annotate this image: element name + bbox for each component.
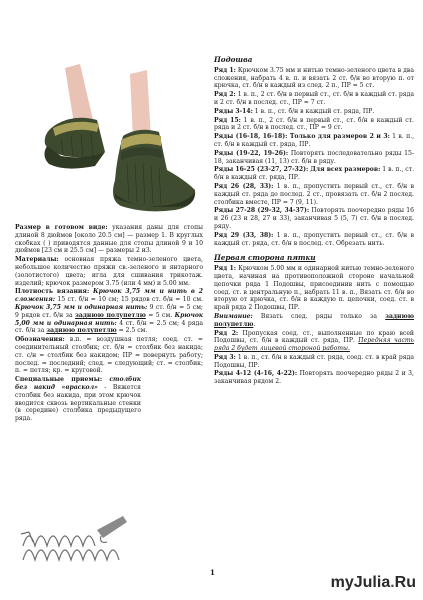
- page-number: 1: [210, 568, 215, 577]
- row-label: Ряд 26 (28, 33):: [214, 182, 274, 190]
- row-label: Ряды (16-18, 16-18): Только для размеров 2 и 3:: [214, 133, 390, 141]
- row-label: Ряды 4-12 (4-16, 4-22):: [214, 370, 298, 378]
- abbr-title: Обозначения:: [15, 336, 65, 344]
- right-column: [214, 55, 414, 387]
- row-text: Крючком 5.00 мм и одинарной нитью темно-зеленого цвета, начиная на противоположной стороне начальной цепочки ряда 1 Подошвы, присоединив нить с помощью соед. ст. в центральную п., набрать 11 в. п., Вязать ст. б/н во вторую от крючка, ст. б/н в каждую п. цепочки, соед. ст. в край ряда 2 Подошвы, ПР.: [214, 265, 414, 312]
- row-label: Ряды (19-22, 19-26):: [214, 149, 289, 157]
- watermark-name: Julia: [353, 574, 391, 591]
- sole-row-19: [214, 150, 414, 166]
- row-label: Ряд 15:: [214, 116, 241, 124]
- row-bold: Для всех размеров:: [308, 166, 381, 174]
- sole-row-15: [214, 117, 414, 133]
- heel-note: [214, 313, 414, 329]
- back-loop: заднюю полупетлю: [75, 311, 146, 319]
- row-text: 1 в. п., 2 ст. б/н в первый ст., ст. б/н в каждый ст. ряда и 2 ст. б/н в послед. ст., ПР = 9 ст.: [214, 116, 414, 132]
- row-text: 1 в. п., ст. б/н в каждый ст. ряда, ПР.: [252, 107, 375, 115]
- row-text: Повторять поочередно ряды 16 и 26 (23 и 28, 27 и 33), заканчивая 5 (5, 7) ст. б/н в послед. ряду.: [214, 207, 414, 230]
- sole-row-29: [214, 232, 414, 248]
- note-text: Вязать след. ряды только за: [252, 312, 386, 320]
- gauge-title: Плотность вязания:: [15, 288, 90, 296]
- row-text: 1 в. п., ст. б/н в каждый ст. ряда, ПР.: [214, 166, 415, 182]
- sole-row-1: [214, 67, 414, 90]
- heel-row-1: [214, 265, 414, 312]
- row-label: Ряд 29 (33, 38):: [214, 231, 274, 239]
- materials-paragraph: [15, 256, 203, 287]
- row-text: 1 в. п., ст. б/н в каждый ст. ряда, соед. ст. в край ряда Подошвы, ПР.: [214, 353, 414, 369]
- gauge-hook: Крючок 3,75 мм и нить в 2 сложения:: [15, 288, 203, 304]
- row-text: 1 в. п., ст. б/н в каждый ст. ряда, ПР.: [214, 133, 415, 148]
- row-italic: Передняя часть ряда 2 будет лицевой стороной работы.: [214, 337, 414, 353]
- gauge-hook3: Крючок 5,00 мм и одинарная нить:: [15, 311, 204, 327]
- row-text: Пропуская соед. ст., выполненные по краю всей Подошвы, ст. б/н в каждый ст. ряда, ПР.: [214, 329, 414, 345]
- size-title: Размер в готовом виде:: [15, 224, 108, 231]
- gauge-text2: 9 ст. б/н = 5 см; 9 рядов ст. б/н за: [15, 303, 203, 319]
- size-text: указания даны для стопы длиной 8 дюймов [около 20.5 см] — размер 1. В круглых скобках ( ) приводятся данные для стопы длиной 9 и 10 дюймов [23 см и 25.5 см] — размеры 2 и3.: [15, 224, 204, 255]
- back-loop2: заднюю полупетлю: [46, 327, 117, 335]
- materials-title: Материалы:: [15, 256, 59, 264]
- note-underline: заднюю полупетлю: [214, 312, 414, 328]
- row-text: Крючком 3.75 мм и нитью темно-зеленого цвета в два сложения, набрать 4 в. п. и вязать 2 ст. б/н во вторую п. от крючка, ст. б/н в каждый из след. 2 п., ПР = 5 ст.: [214, 66, 414, 90]
- row-label: Ряд 1:: [214, 66, 236, 74]
- materials-text: основная пряжа темно-зеленого цвета, небольшое количество пряжи св.-зеленого и янтарного (золотистого) цвета; игла для сшивания трикотаж. изделий; крючок размером 3.75 (или 4 мм) и 5.00 мм.: [15, 256, 203, 287]
- spec-text: - Вяжется столбик без накида, при этом крючок вводится сквозь вертикальные стенки (в середине) столбика предыдущего ряда.: [15, 383, 141, 423]
- note-end: .: [253, 320, 256, 328]
- stitch-diagram: [15, 510, 140, 568]
- sole-row-all: [214, 166, 414, 182]
- abbr-text: в.п. = воздушная петля; соед. ст. = соединительный столбик; ст. б/н = столбик без накида; ст. с/н = столбик без накидом; ПР = повернуть работу; послед. = последний; след. = следующий; ст. = столбик; п. = петля; кр. = круговой.: [15, 336, 203, 375]
- row-text: 1 в. п., пропустить первый ст., ст. б/н в каждый ст. ряда, ст. б/н в послед. ст. Обрезать нить.: [214, 231, 415, 247]
- left-text: [15, 224, 203, 424]
- sole-row-16: [214, 133, 414, 149]
- heel-heading: Первая сторона пятки: [214, 253, 316, 263]
- row-label: Ряд 1:: [214, 265, 236, 273]
- spec-title: Специальные приемы:: [15, 376, 103, 384]
- row-text: 1 в. п., пропустить первый ст., ст. б/н в каждый ст. ряда до послед. 2 ст., провязать ст. б/н 2 послед. столбика вместе, ПР = 7 (9, 11).: [214, 182, 415, 206]
- heel-row-4: [214, 370, 414, 386]
- abbr-paragraph: [15, 336, 203, 375]
- gauge-text1: 15 ст. б/н = 10 см; 15 рядов ст. б/н = 10 см.: [55, 296, 203, 304]
- sole-row-2: [214, 91, 414, 107]
- sole-heading: Подошва: [214, 55, 253, 64]
- watermark-dot: .: [390, 574, 395, 591]
- row-label: Ряд 2:: [214, 91, 236, 99]
- watermark-suffix: Ru: [394, 574, 416, 591]
- spec-bold: столбик без накид «враскол»: [15, 376, 141, 391]
- gauge-text4: 4 ст. б/н = 2.5 см; 4 ряда ст. б/н за: [15, 319, 204, 335]
- row-text: 1 в. п., 2 ст. б/н в первый ст., ст. б/н в каждый ст. ряда и 2 ст. б/н в послед. ст., ПР = 7 ст.: [214, 91, 414, 106]
- row-label: Ряды 16-25 (23-27, 27-32):: [214, 166, 309, 174]
- row-label: Ряд 3:: [214, 353, 236, 361]
- gauge-paragraph: [15, 288, 203, 335]
- watermark-prefix: my: [330, 574, 354, 591]
- gauge-text5: = 2.5 см.: [116, 327, 148, 335]
- sole-row-3: [214, 108, 414, 116]
- sole-row-27: [214, 207, 414, 230]
- sole-row-26: [214, 183, 414, 206]
- row-text: Повторять последовательно ряды 15-18, заканчивая (11, 13) ст. б/н в ряду.: [214, 149, 414, 165]
- note-label: Внимание:: [214, 312, 253, 320]
- spec-paragraph: [15, 376, 141, 423]
- heel-row-2: [214, 330, 414, 353]
- row-label: Ряд 2:: [214, 329, 239, 337]
- watermark-logo[interactable]: [331, 574, 416, 592]
- row-label: Ряды 27-28 (29-32, 34-37):: [214, 207, 310, 215]
- right-text: [214, 56, 414, 386]
- size-paragraph: [15, 224, 203, 255]
- row-label: Ряды 3-14:: [214, 107, 253, 115]
- row-text: Повторять поочередно ряды 2 и 3, заканчивая рядом 2.: [214, 370, 414, 386]
- heel-row-3: [214, 354, 414, 370]
- gauge-hook2: Крючок 3,75 мм и одинарная нить:: [15, 303, 148, 311]
- gauge-text3: = 5 см.: [145, 311, 173, 319]
- slippers-photo: [35, 60, 205, 218]
